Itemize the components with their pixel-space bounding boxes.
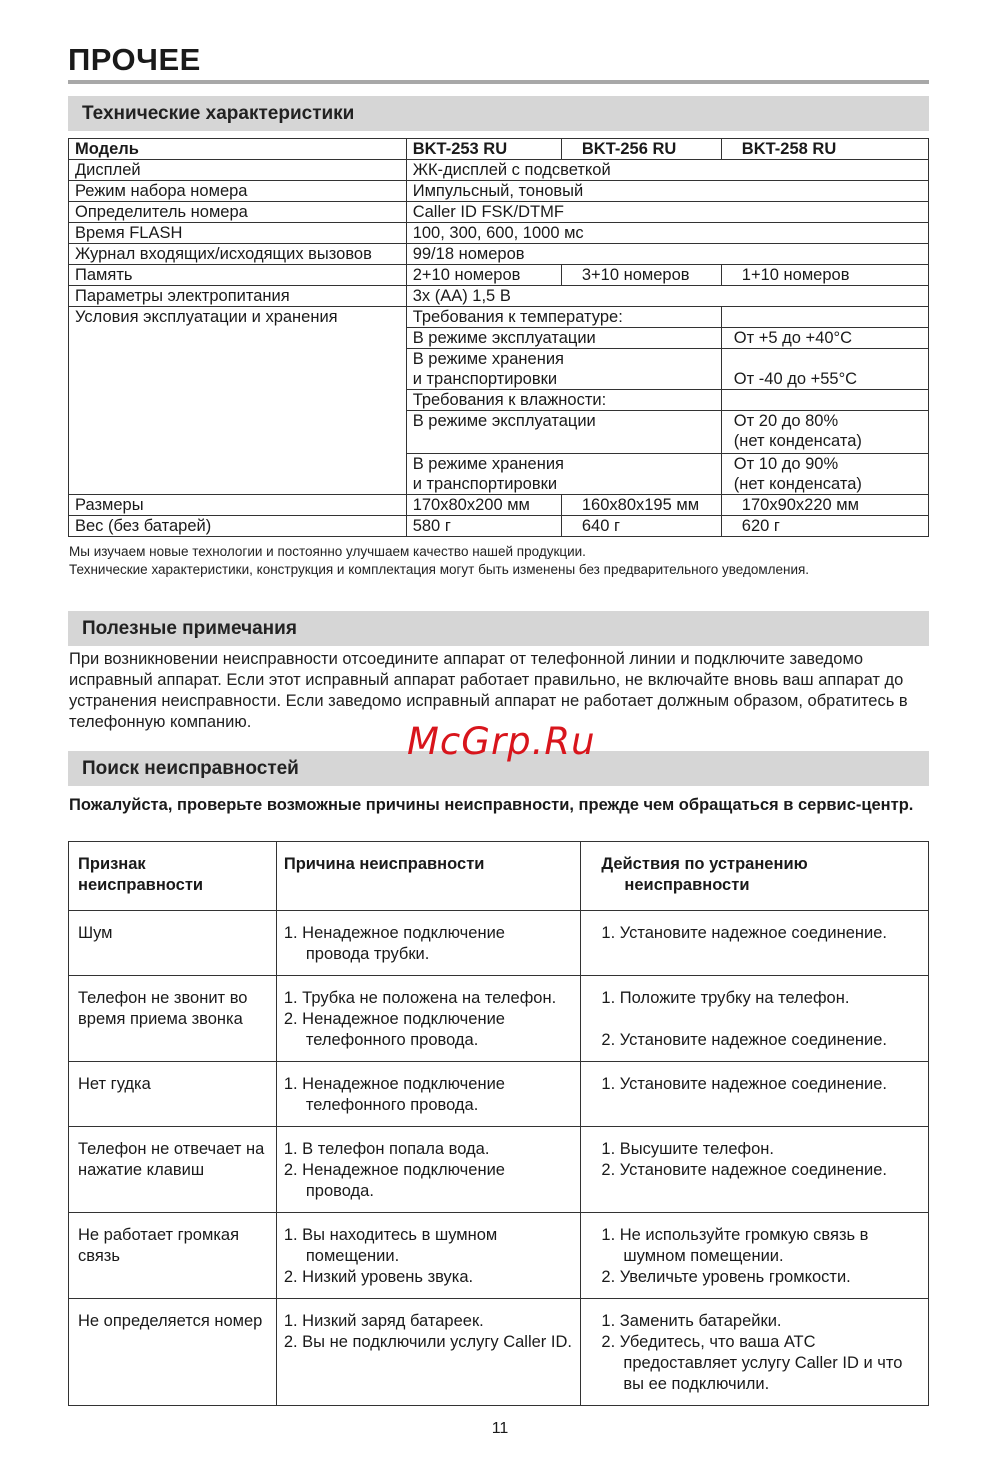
table-cell: 2+10 номеров <box>406 265 561 286</box>
symptom-cell: Не работает громкая связь <box>69 1213 277 1299</box>
table-cell: Условия эксплуатации и хранения <box>69 307 407 495</box>
table-header-cell: BKT-256 RU <box>561 139 721 160</box>
cause-item: 1. Ненадежное подключение провода трубки. <box>283 924 505 963</box>
title-divider <box>68 80 929 84</box>
cause-item: 2. Ненадежное подключение телефонного провода. <box>283 1010 505 1049</box>
table-cell: Память <box>69 265 407 286</box>
cell-line: От 10 до 90% <box>733 455 839 473</box>
header-line: Признак <box>78 855 146 873</box>
table-header-row <box>69 842 929 911</box>
disclaimer-line: Технические характеристики, конструкция и комплектация могут быть изменены без предварительного уведомления. <box>69 562 810 577</box>
table-row <box>69 223 929 244</box>
table-row <box>69 181 929 202</box>
table-cell <box>406 349 721 390</box>
cause-item: 1. Ненадежное подключение телефонного провода. <box>283 1075 505 1114</box>
disclaimer-line: Мы изучаем новые технологии и постоянно улучшаем качество нашей продукции. <box>69 544 586 559</box>
header-symptom <box>69 842 277 911</box>
table-cell: 3x (AA) 1,5 В <box>406 286 928 307</box>
page-number: 11 <box>491 1420 509 1437</box>
cell-line: и транспортировки <box>412 475 558 493</box>
table-cell: Определитель номера <box>69 202 407 223</box>
troubleshooting-intro: Пожалуйста, проверьте возможные причины неисправности, прежде чем обращаться в сервис-центр. <box>69 796 914 814</box>
notes-paragraph: При возникновении неисправности отсоедините аппарат от телефонной линии и подключите заведомо исправный аппарат. Если этот исправный аппарат работает правильно, не включайте вновь ваш аппарат до устранения неисправности. Если заведомо исправный аппарат не работает должным образом, обратитесь в телефонную компанию. <box>69 650 908 731</box>
table-cell: В режиме эксплуатации <box>406 328 721 349</box>
cause-cell <box>276 1062 581 1127</box>
cell-line: (нет конденсата) <box>733 475 862 493</box>
header-line: Действия по устранению <box>601 855 808 873</box>
table-cell <box>406 454 721 495</box>
disclaimer <box>69 543 929 579</box>
table-cell: ЖК-дисплей с подсветкой <box>406 160 928 181</box>
table-cell: 99/18 номеров <box>406 244 928 265</box>
section-header-notes <box>68 611 929 646</box>
table-cell: Импульсный, тоновый <box>406 181 928 202</box>
cause-item: 2. Низкий уровень звука. <box>283 1268 474 1286</box>
table-cell: Время FLASH <box>69 223 407 244</box>
table-cell: 100, 300, 600, 1000 мс <box>406 223 928 244</box>
troubleshooting-table <box>68 841 929 1406</box>
table-cell: 3+10 номеров <box>561 265 721 286</box>
table-row <box>69 139 929 160</box>
table-row <box>69 286 929 307</box>
table-row <box>69 265 929 286</box>
action-cell <box>581 976 929 1062</box>
table-cell <box>721 411 928 454</box>
cause-cell <box>276 1127 581 1213</box>
table-cell: 160x80x195 мм <box>561 495 721 516</box>
watermark: McGrp.Ru <box>407 720 596 763</box>
table-row <box>69 244 929 265</box>
symptom-cell: Нет гудка <box>69 1062 277 1127</box>
cause-cell <box>276 976 581 1062</box>
action-item: 2. Увеличьте уровень громкости. <box>601 1268 851 1286</box>
table-cell: 580 г <box>406 516 561 537</box>
action-item: 1. Заменить батарейки. <box>601 1312 782 1330</box>
action-item: 1. Положите трубку на телефон. <box>601 989 850 1007</box>
header-line: неисправности <box>78 876 204 894</box>
table-cell: Журнал входящих/исходящих вызовов <box>69 244 407 265</box>
header-cause: Причина неисправности <box>276 842 581 911</box>
action-item: 1. Установите надежное соединение. <box>601 1075 887 1093</box>
table-cell: От +5 до +40°C <box>721 328 928 349</box>
symptom-cell: Телефон не звонит во время приема звонка <box>69 976 277 1062</box>
table-cell: Требования к влажности: <box>406 390 721 411</box>
table-cell: Дисплей <box>69 160 407 181</box>
action-cell <box>581 1127 929 1213</box>
table-cell: 620 г <box>721 516 928 537</box>
page-title: ПРОЧЕЕ <box>68 42 201 77</box>
cell-line: и транспортировки <box>412 370 558 388</box>
symptom-cell: Телефон не отвечает на нажатие клавиш <box>69 1127 277 1213</box>
section-title: Поиск неисправностей <box>82 758 299 779</box>
section-header-specs <box>68 96 929 131</box>
table-cell: 170x80x200 мм <box>406 495 561 516</box>
table-row <box>69 516 929 537</box>
cause-item: 2. Вы не подключили услугу Caller ID. <box>283 1333 572 1351</box>
table-cell: Требования к температуре: <box>406 307 721 328</box>
action-item: 2. Убедитесь, что ваша АТС предоставляет услугу Caller ID и что вы ее подключили. <box>601 1333 903 1393</box>
cell-line: В режиме хранения <box>412 350 564 368</box>
table-row <box>69 911 929 976</box>
table-row <box>69 1062 929 1127</box>
symptom-cell: Шум <box>69 911 277 976</box>
cause-item: 1. Трубка не положена на телефон. <box>283 989 557 1007</box>
symptom-cell: Не определяется номер <box>69 1299 277 1406</box>
action-cell <box>581 911 929 976</box>
table-cell: В режиме эксплуатации <box>406 411 721 454</box>
table-row <box>69 307 929 328</box>
cause-item: 1. Вы находитесь в шумном помещении. <box>283 1226 498 1265</box>
table-cell: Caller ID FSK/DTMF <box>406 202 928 223</box>
table-cell <box>721 390 928 411</box>
table-row <box>69 495 929 516</box>
action-cell <box>581 1213 929 1299</box>
cell-line: (нет конденсата) <box>733 432 862 450</box>
action-item: 1. Высушите телефон. <box>601 1140 774 1158</box>
cause-cell <box>276 911 581 976</box>
table-cell: 1+10 номеров <box>721 265 928 286</box>
specs-table <box>68 138 929 537</box>
action-item: 2. Установите надежное соединение. <box>601 1031 887 1049</box>
table-cell: 640 г <box>561 516 721 537</box>
table-row <box>69 202 929 223</box>
action-item: 2. Установите надежное соединение. <box>601 1161 887 1179</box>
table-cell: Размеры <box>69 495 407 516</box>
table-row <box>69 1213 929 1299</box>
cause-cell <box>276 1299 581 1406</box>
table-cell <box>721 307 928 328</box>
action-item: 1. Не используйте громкую связь в шумном помещении. <box>601 1226 869 1265</box>
table-row <box>69 976 929 1062</box>
cause-item: 2. Ненадежное подключение провода. <box>283 1161 505 1200</box>
table-cell: Параметры электропитания <box>69 286 407 307</box>
table-cell: Вес (без батарей) <box>69 516 407 537</box>
header-action <box>581 842 929 911</box>
table-row <box>69 160 929 181</box>
header-line: неисправности <box>624 876 750 894</box>
table-cell: 170x90x220 мм <box>721 495 928 516</box>
section-title: Полезные примечания <box>82 618 297 639</box>
section-title: Технические характеристики <box>82 103 355 124</box>
table-header-cell: BKT-253 RU <box>406 139 561 160</box>
table-header-cell: BKT-258 RU <box>721 139 928 160</box>
table-row <box>69 1127 929 1213</box>
cell-line: В режиме хранения <box>412 455 564 473</box>
action-item: 1. Установите надежное соединение. <box>601 924 887 942</box>
table-cell: От -40 до +55°C <box>721 349 928 390</box>
action-cell <box>581 1299 929 1406</box>
cause-item: 1. Низкий заряд батареек. <box>283 1312 484 1330</box>
action-cell <box>581 1062 929 1127</box>
cause-cell <box>276 1213 581 1299</box>
table-cell <box>721 454 928 495</box>
table-row <box>69 1299 929 1406</box>
table-header-cell: Модель <box>69 139 407 160</box>
cause-item: 1. В телефон попала вода. <box>283 1140 490 1158</box>
cell-line: От 20 до 80% <box>733 412 839 430</box>
table-cell: Режим набора номера <box>69 181 407 202</box>
